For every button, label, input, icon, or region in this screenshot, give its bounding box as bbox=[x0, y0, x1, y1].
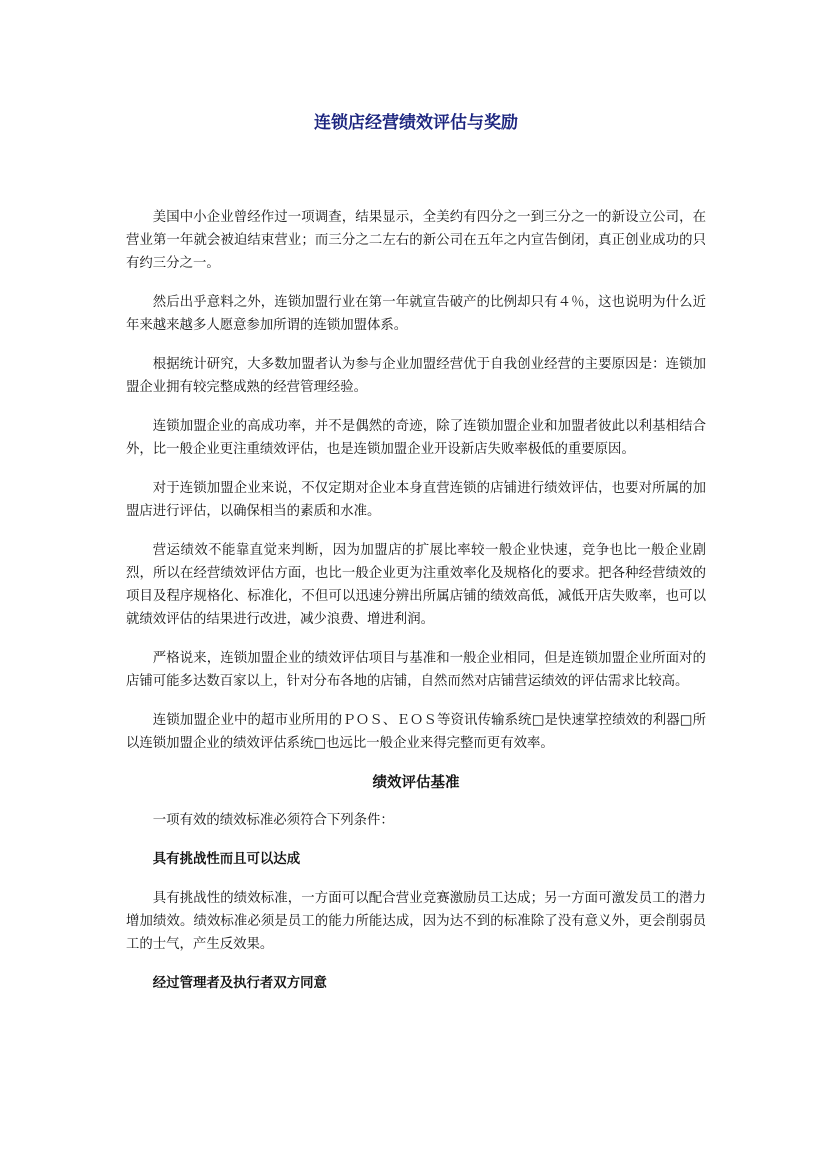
paragraph-store-count: 严格说来，连锁加盟企业的绩效评估项目与基准和一般企业相同，但是连锁加盟企业所面对的店铺可能多达数百家以上，针对分布各地的店铺，自然而然对店铺营运绩效的评估需求比较高。 bbox=[126, 651, 706, 689]
document-title: 连锁店经营绩效评估与奖励 bbox=[314, 113, 518, 133]
section-heading: 绩效评估基准 bbox=[372, 775, 460, 791]
paragraph-standardization: 营运绩效不能靠直觉来判断，因为加盟店的扩展比率较一般企业快速，竞争也比一般企业剧烈，所以在经营绩效评估方面，也比一般企业更为注重效率化及规格化的要求。把各种经营绩效的项目及程序规格化、标准化，不但可以迅速分辨出所属店铺的绩效高低，减低开店失败率，也可以就绩效评估的结果进行改进，减少浪费、增进利润。 bbox=[126, 543, 706, 627]
paragraph-evaluation-scope: 对于连锁加盟企业来说，不仅定期对企业本身直营连锁的店铺进行绩效评估，也要对所属的加盟店进行评估，以确保相当的素质和水准。 bbox=[126, 481, 706, 519]
paragraph-survey: 美国中小企业曾经作过一项调查，结果显示，全美约有四分之一到三分之一的新设立公司，在营业第一年就会被迫结束营业；而三分之二左右的新公司在五年之内宣告倒闭，真正创业成功的只有约三分之一。 bbox=[126, 210, 706, 271]
paragraph-pos-eos: 连锁加盟企业中的超市业所用的ＰＯＳ、ＥＯＳ等资讯传输系统□是快速掌控绩效的利器□所以连锁加盟企业的绩效评估系统□也远比一般企业来得完整而更有效率。 bbox=[126, 713, 706, 751]
document-page bbox=[126, 108, 706, 1011]
paragraph-success-rate: 连锁加盟企业的高成功率，并不是偶然的奇迹，除了连锁加盟企业和加盟者彼此以利基相结合外，比一般企业更注重绩效评估，也是连锁加盟企业开设新店失败率极低的重要原因。 bbox=[126, 419, 706, 457]
paragraph-bankruptcy-rate: 然后出乎意料之外，连锁加盟行业在第一年就宣告破产的比例却只有４％，这也说明为什么近年来越来越多人愿意参加所谓的连锁加盟体系。 bbox=[126, 295, 706, 333]
subheading-challenging: 具有挑战性而且可以达成 bbox=[152, 852, 301, 867]
subheading-agreement: 经过管理者及执行者双方同意 bbox=[152, 976, 327, 991]
title-spacer bbox=[126, 138, 706, 206]
section-intro: 一项有效的绩效标准必须符合下列条件： bbox=[152, 813, 394, 828]
paragraph-reasons: 根据统计研究，大多数加盟者认为参与企业加盟经营优于自我创业经营的主要原因是：连锁加盟企业拥有较完整成熟的经营管理经验。 bbox=[126, 357, 706, 395]
paragraph-challenging: 具有挑战性的绩效标准，一方面可以配合营业竞赛激励员工达成；另一方面可激发员工的潜力增加绩效。绩效标准必须是员工的能力所能达成，因为达不到的标准除了没有意义外，更会削弱员工的士气，产生反效果。 bbox=[126, 891, 706, 952]
